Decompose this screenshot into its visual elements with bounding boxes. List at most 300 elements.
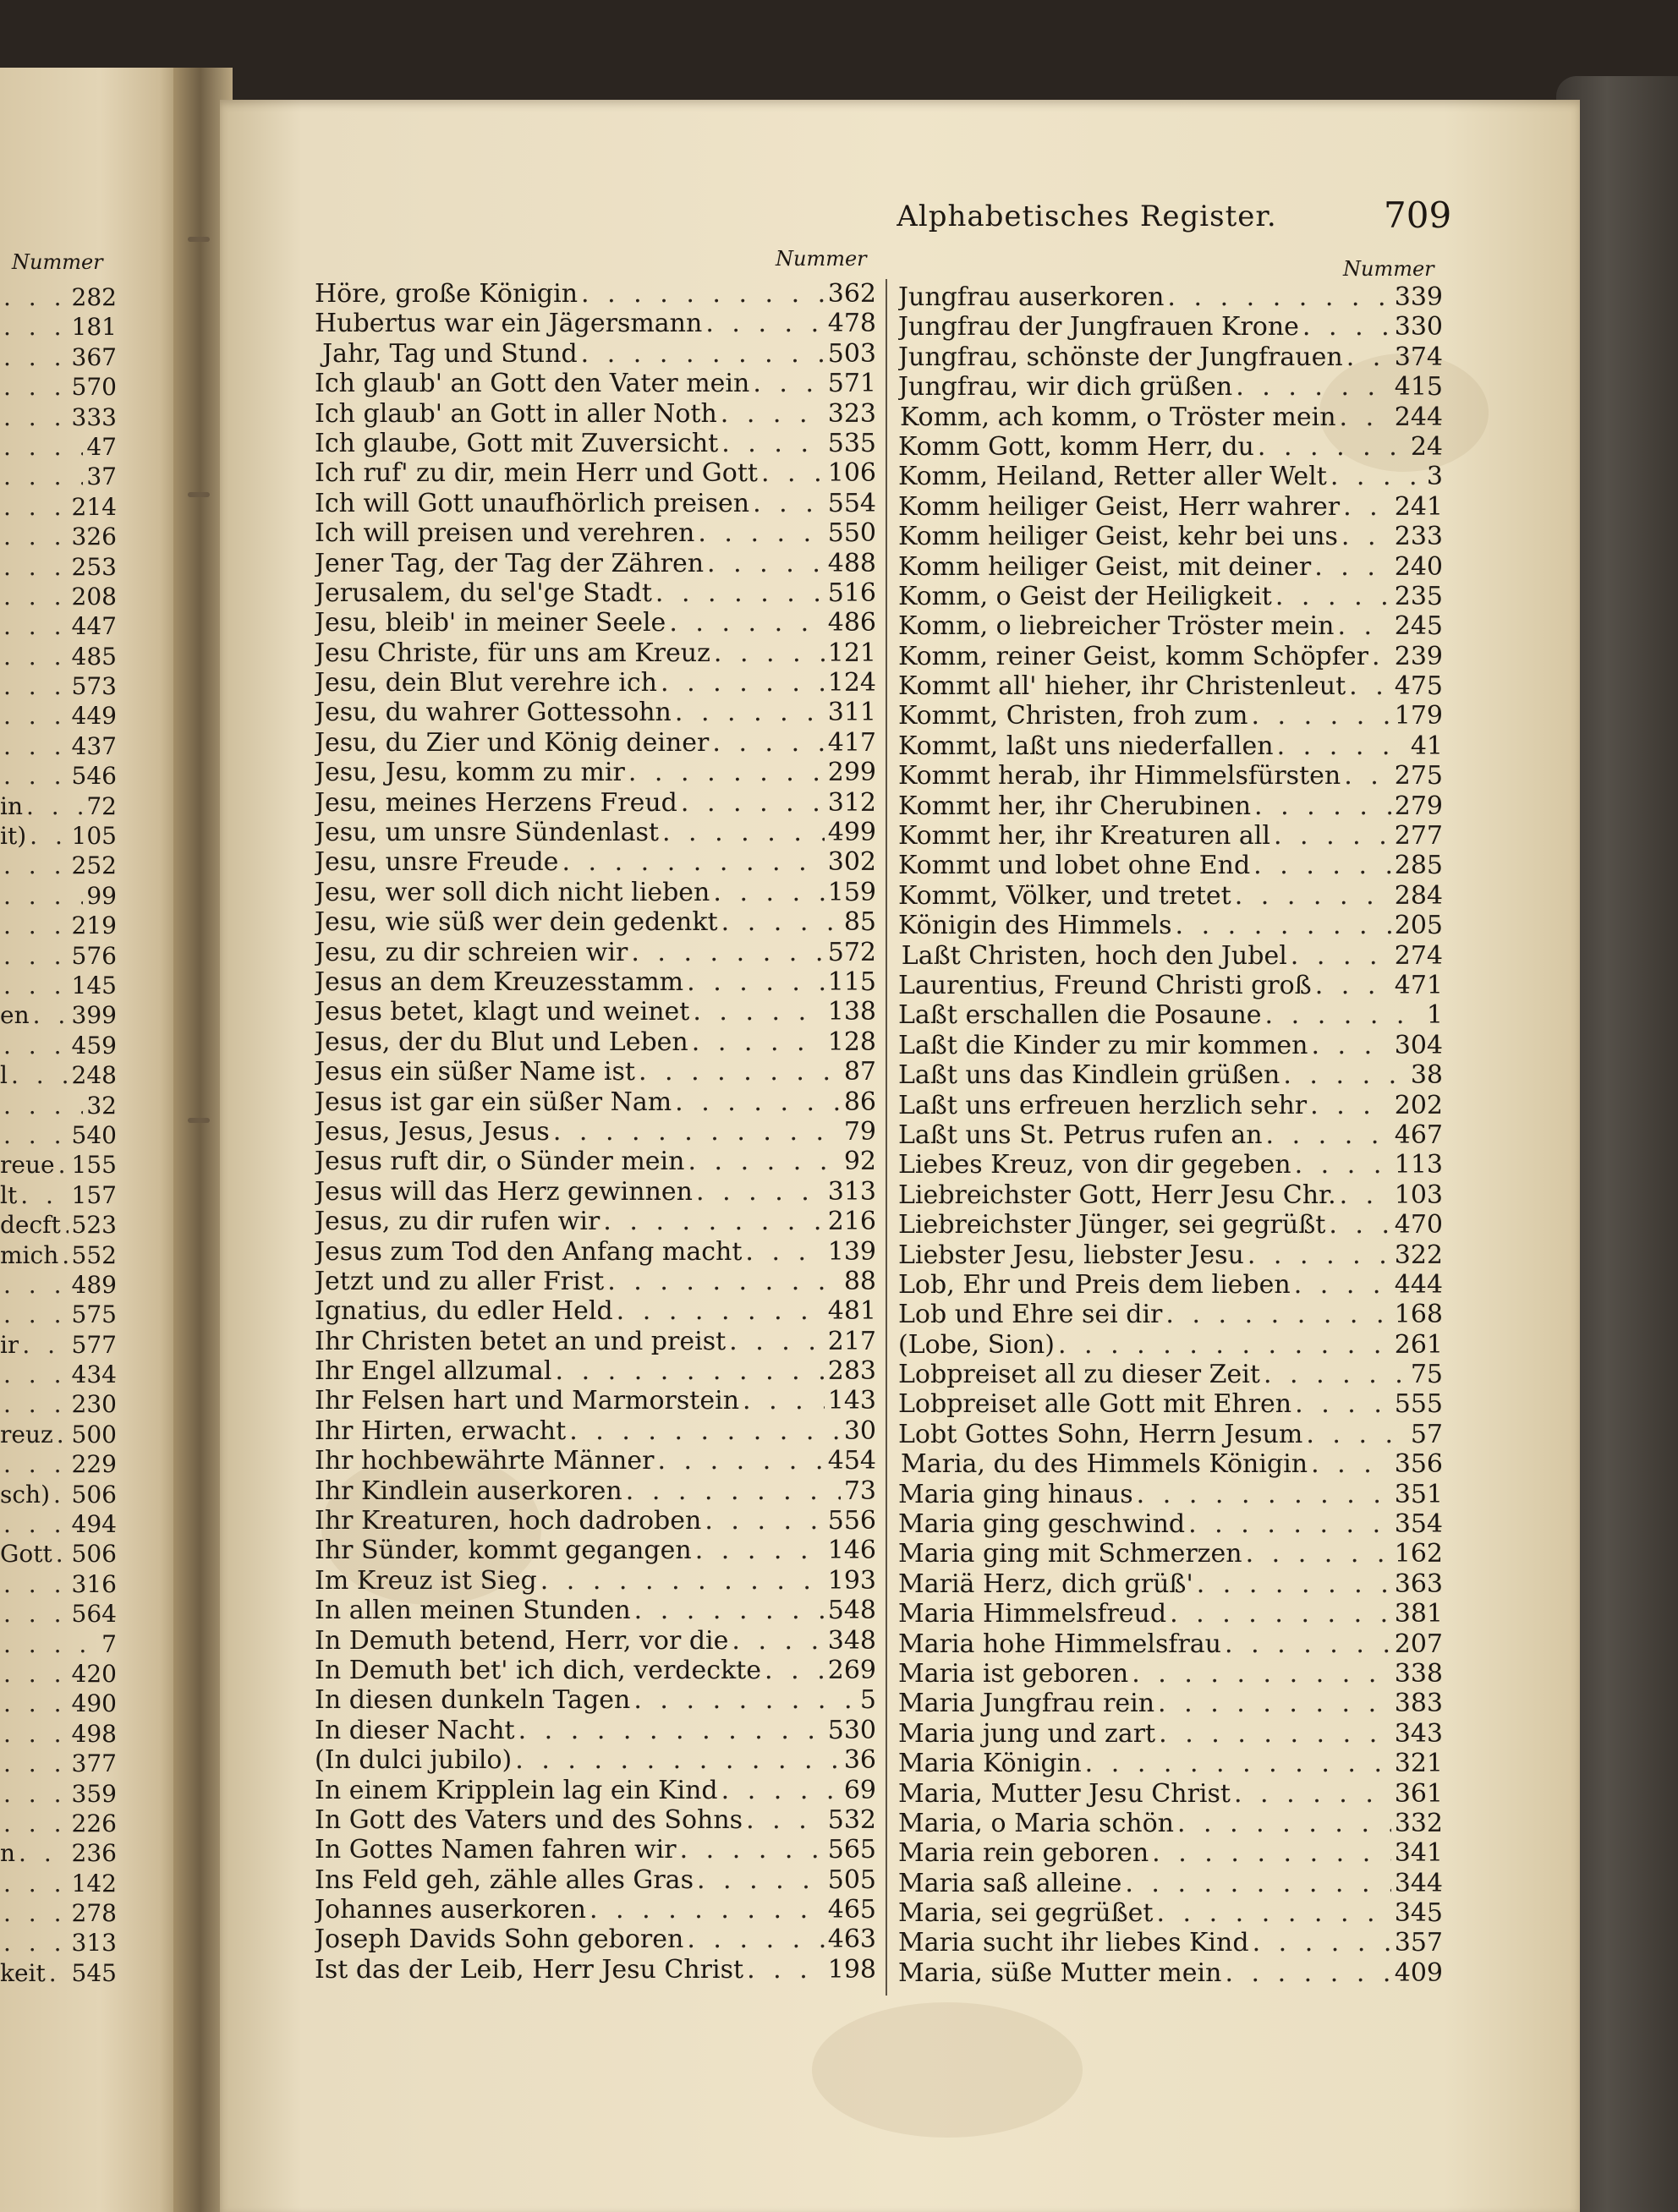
entry-number: 5 [859,1685,876,1716]
register-entry [898,1928,1443,1957]
entry-number: 486 [827,608,876,638]
register-entry [315,1237,876,1267]
register-entry [0,1928,117,1957]
leader-dots [3,1569,69,1599]
entry-number: 253 [71,552,117,581]
entry-number: 274 [1394,940,1443,971]
leader-dots [1176,911,1391,940]
entry-number: 449 [71,702,117,731]
leader-dots [30,821,68,851]
leader-dots [56,1539,69,1569]
leader-dots [64,1210,69,1240]
register-entry [898,552,1443,582]
entry-number: 252 [71,851,117,880]
entry-number: 498 [71,1719,117,1748]
entry-number: 506 [71,1540,117,1569]
register-entry [898,881,1443,911]
binding-thread [188,1118,210,1123]
register-entry [898,1749,1443,1778]
leader-dots [633,1685,857,1715]
register-entry [315,549,876,578]
register-entry [0,282,117,312]
entry-title: Jesus, der du Blut und Leben [315,1027,688,1057]
entry-number: 545 [71,1958,117,1987]
leader-dots [747,1955,825,1985]
entry-number: 494 [71,1510,117,1539]
register-entry [315,818,876,847]
entry-number: 261 [1394,1329,1443,1360]
leader-dots [1132,1659,1391,1689]
leader-dots [3,522,69,551]
entry-title: Ihr Kreaturen, hoch dadroben [315,1506,702,1536]
register-entry [898,911,1443,940]
register-entry [315,1446,876,1476]
entry-title: Mariä Herz, dich grüß' [898,1569,1193,1599]
leader-dots [655,578,825,608]
entry-number: 471 [1394,970,1443,1000]
register-entry [0,1360,117,1389]
register-entry [898,1599,1443,1629]
register-entry [898,372,1443,402]
entry-title: Maria, o Maria schön [898,1808,1174,1838]
entry-title: Ich glaub' an Gott in aller Noth [315,398,717,429]
entry-number: 72 [86,791,117,820]
register-entry [0,821,117,851]
entry-title: Jesu, wie süß wer dein gedenkt [315,907,718,938]
entry-number: 37 [86,463,117,491]
register-entry [0,1659,117,1689]
entry-number: 381 [1394,1599,1443,1629]
register-entry [0,911,117,940]
entry-number: 179 [1394,701,1443,731]
entry-number: 488 [827,548,876,578]
entry-number: 1 [1426,1000,1443,1031]
entry-number: 552 [71,1240,117,1269]
leader-dots [1346,342,1391,372]
entry-number: 106 [827,458,876,489]
leader-dots [3,372,69,402]
leader-dots [1258,432,1407,462]
leader-dots [765,1656,825,1685]
entry-title: Hubertus war ein Jägersmann [315,309,703,339]
entry-title: keit [0,1958,46,1987]
leader-dots [745,1237,824,1267]
register-entry [315,1925,876,1954]
register-entry [898,1000,1443,1030]
register-entry [898,492,1443,522]
entry-title: Komm, o Geist der Heiligkeit [898,581,1272,611]
register-entry [315,1536,876,1565]
leader-dots [1315,971,1391,1000]
leader-dots [1294,1270,1391,1300]
entry-title: Laßt uns St. Petrus rufen an [898,1120,1263,1150]
register-entry [0,761,117,791]
leader-dots [1253,1928,1391,1957]
leader-dots [1340,402,1391,432]
register-entry [898,462,1443,491]
leader-dots [1158,1689,1391,1718]
entry-number: 437 [71,731,117,760]
entry-number: 374 [1394,342,1443,372]
leader-dots [20,1180,68,1210]
leader-dots [687,967,825,997]
entry-number: 500 [71,1420,117,1448]
entry-title: Maria Jungfrau rein [898,1689,1155,1719]
register-entry [0,1898,117,1928]
register-entry [0,492,117,522]
entry-number: 356 [1394,1449,1443,1480]
register-entry [898,1509,1443,1539]
entry-number: 146 [827,1536,876,1566]
leader-dots [3,1689,69,1718]
leader-dots [1225,1958,1390,1988]
entry-number: 434 [71,1361,117,1389]
entry-title: Maria ging geschwind [898,1509,1186,1540]
leader-dots [1197,1569,1391,1599]
register-entry [315,847,876,877]
entry-number: 3 [1426,462,1443,492]
entry-title: Lobpreiset all zu dieser Zeit [898,1360,1260,1390]
register-entry [0,701,117,731]
leader-dots [589,1895,825,1925]
entry-title: Lob und Ehre sei dir [898,1300,1163,1330]
register-entry [898,1300,1443,1329]
leader-dots [1306,1420,1407,1449]
entry-title: In dieser Nacht [315,1715,515,1745]
leader-dots [657,1446,824,1476]
leader-dots [1246,1539,1391,1569]
register-entry [315,1296,876,1326]
register-entry [315,369,876,398]
entry-number: 577 [71,1330,117,1359]
register-entry [898,1689,1443,1718]
register-entry [898,1060,1443,1090]
entry-number: 351 [1394,1479,1443,1509]
entry-title: Maria ging mit Schmerzen [898,1539,1242,1569]
register-entry [0,1091,117,1120]
leader-dots [3,1809,69,1838]
entry-number: 575 [71,1300,117,1329]
leader-dots [1372,642,1391,671]
register-entry [315,1117,876,1147]
entry-title: Jesu, bleib' in meiner Seele [315,608,666,638]
leader-dots [3,1599,69,1629]
leader-dots [1277,731,1407,761]
leader-dots [721,907,841,937]
entry-title: Jesus zum Tod den Anfang macht [315,1236,743,1267]
entry-title: Gott [0,1540,52,1569]
leader-dots [1125,1869,1390,1898]
leader-dots [1165,1300,1390,1329]
left-page-column [0,282,117,1988]
binding-thread [188,492,210,497]
leader-dots [1225,1629,1391,1659]
leader-dots [3,1898,69,1928]
leader-dots [626,1476,841,1506]
entry-number: 556 [827,1506,876,1536]
register-entry [0,1420,117,1449]
register-entry [315,1506,876,1536]
register-entry [315,1895,876,1925]
register-entry [898,671,1443,701]
leader-dots [3,1509,69,1539]
leader-dots [57,1420,69,1449]
leader-dots [3,582,69,611]
entry-title: Maria, süße Mutter mein [898,1957,1222,1988]
leader-dots [1343,492,1391,522]
entry-title: Ich glaube, Gott mit Zuversicht [315,428,719,458]
entry-number: 30 [843,1415,876,1446]
leader-dots [3,1719,69,1749]
leader-dots [515,1745,841,1775]
entry-title: Maria jung und zart [898,1718,1156,1749]
leader-dots [753,489,825,518]
entry-number: 24 [1410,431,1443,462]
entry-title: en [0,1001,30,1030]
register-entry [898,342,1443,372]
entry-number: 235 [1394,581,1443,611]
entry-number: 572 [827,937,876,967]
entry-number: 233 [1394,522,1443,552]
entry-number: 38 [1410,1060,1443,1091]
entry-number: 576 [71,941,117,970]
entry-number: 214 [71,492,117,521]
register-entry [898,642,1443,671]
entry-title: reue [0,1151,55,1180]
entry-title: Ihr Sünder, kommt gegangen [315,1536,692,1566]
entry-number: 348 [827,1625,876,1656]
register-entry [0,881,117,911]
entry-number: 216 [827,1207,876,1237]
leader-dots [693,997,824,1027]
register-entry [0,462,117,491]
leader-dots [26,791,83,821]
register-entry [0,1719,117,1749]
entry-number: 145 [71,971,117,999]
entry-number: 571 [827,369,876,399]
entry-title: Jungfrau, schönste der Jungfrauen [898,342,1343,372]
leader-dots [3,731,69,761]
entry-number: 313 [71,1929,117,1957]
entry-number: 219 [71,912,117,940]
leader-dots [569,1416,841,1446]
entry-title: Ignatius, du edler Held [315,1296,613,1327]
entry-title: (Lobe, Sion) [898,1329,1055,1360]
entry-number: 57 [1410,1419,1443,1449]
register-entry [0,1599,117,1629]
entry-number: 489 [71,1270,117,1299]
register-entry [315,1626,876,1656]
entry-number: 467 [1394,1120,1443,1150]
leader-dots [3,1869,69,1898]
entry-number: 564 [71,1600,117,1629]
entry-number: 269 [827,1655,876,1685]
register-entry [0,971,117,1000]
entry-number: 142 [71,1869,117,1897]
leader-dots [3,642,69,671]
entry-number: 248 [71,1061,117,1090]
register-entry [0,1270,117,1300]
leader-dots [62,1240,68,1270]
entry-number: 69 [843,1775,876,1805]
leader-dots [675,698,825,727]
register-entry [898,851,1443,880]
entry-number: 447 [71,612,117,641]
entry-number: 283 [827,1356,876,1387]
leader-dots [698,518,824,548]
entry-number: 550 [827,518,876,549]
leader-dots [721,429,825,458]
register-entry [315,1865,876,1895]
entry-number: 128 [827,1027,876,1057]
entry-title: Ich glaub' an Gott den Vater mein [315,369,750,399]
register-entry [315,1716,876,1745]
leader-dots [3,1779,69,1809]
register-entry [898,282,1443,312]
register-entry [315,1805,876,1835]
entry-number: 302 [827,847,876,878]
entry-number: 88 [843,1266,876,1296]
register-entry [315,1356,876,1386]
leader-dots [3,1629,98,1659]
leader-dots [3,881,83,911]
leader-dots [19,1838,69,1868]
register-entry [315,1057,876,1087]
register-entry [0,791,117,821]
entry-title: Maria Königin [898,1749,1082,1779]
register-entry [898,1120,1443,1150]
entry-title: Komm heiliger Geist, kehr bei uns [898,522,1338,552]
register-entry [315,578,876,608]
leader-dots [33,1000,69,1030]
register-entry [315,1566,876,1596]
register-entry [0,1779,117,1809]
entry-title: Ich ruf' zu dir, mein Herr und Gott [315,458,758,489]
leader-dots [3,1031,69,1060]
register-entry [898,1958,1443,1988]
register-entry [898,1569,1443,1599]
leader-dots [1265,1000,1423,1030]
entry-number: 481 [827,1296,876,1327]
register-entry [0,1031,117,1060]
entry-number: 41 [1410,731,1443,761]
entry-title: Maria rein geboren [898,1838,1149,1869]
entry-title: Komm, o liebreicher Tröster mein [898,611,1335,642]
register-entry [898,1031,1443,1060]
entry-number: 354 [1394,1509,1443,1540]
leader-dots [22,1330,68,1360]
leader-dots [3,1389,69,1419]
leader-dots [631,938,824,967]
entry-title: In Demuth bet' ich dich, verdeckte [315,1655,762,1685]
register-entry [898,432,1443,462]
leader-dots [3,462,83,491]
entry-number: 299 [827,758,876,788]
register-entry [0,342,117,372]
entry-title: Jesu, unsre Freude [315,847,559,878]
entry-title: Maria ging hinaus [898,1479,1133,1509]
leader-dots [3,492,69,522]
leader-dots [3,402,69,432]
entry-title: Maria saß alleine [898,1868,1122,1898]
entry-title: Kommt und lobet ohne End [898,851,1251,881]
entry-title: Ihr Kindlein auserkoren [315,1476,622,1506]
entry-number: 208 [71,582,117,610]
leader-dots [1254,791,1391,821]
entry-title: In diesen dunkeln Tagen [315,1685,631,1716]
register-entry [315,518,876,548]
leader-dots [53,1480,69,1509]
leader-dots [705,1506,824,1536]
leader-dots [705,309,824,338]
register-entry [315,1745,876,1775]
entry-number: 363 [1394,1569,1443,1599]
leader-dots [662,818,825,847]
register-entry [898,941,1443,971]
register-entry [0,372,117,402]
register-entry [898,1719,1443,1749]
entry-number: 454 [827,1446,876,1476]
entry-number: 282 [71,283,117,311]
entry-number: 205 [1394,911,1443,941]
entry-number: 313 [827,1176,876,1207]
register-entry [898,1480,1443,1509]
register-entry [898,1389,1443,1419]
register-entry [315,1416,876,1446]
register-entry [315,638,876,668]
entry-title: Jesu, meines Herzens Freud [315,787,677,818]
entry-number: 333 [71,402,117,431]
register-entry [0,432,117,462]
register-entry [898,312,1443,342]
register-entry [898,1838,1443,1868]
entry-number: 506 [71,1480,117,1508]
entry-number: 377 [71,1749,117,1778]
entry-title: Komm, ach komm, o Tröster mein [899,402,1336,432]
leader-dots [1295,1389,1391,1419]
register-entry [315,907,876,937]
entry-number: 275 [1394,761,1443,791]
leader-dots [753,369,824,398]
leader-dots [712,728,824,758]
entry-number: 345 [1394,1898,1443,1929]
register-entry [0,582,117,611]
register-entry [315,1776,876,1805]
entry-title: Laßt uns erfreuen herzlich sehr [898,1090,1308,1120]
register-entry [0,1389,117,1419]
entry-title: Jesus ist gar ein süßer Nam [315,1087,672,1117]
entry-title: Laßt uns das Kindlein grüßen [898,1060,1280,1091]
column-label-col1: Nummer [776,247,867,271]
register-entry [315,1656,876,1685]
entry-title: Laurentius, Freund Christi groß [898,970,1312,1000]
entry-number: 554 [827,488,876,518]
register-entry [898,1898,1443,1928]
page-number: 709 [1384,194,1452,236]
leader-dots [58,1150,69,1180]
register-entry [0,731,117,761]
register-entry [315,608,876,638]
leader-dots [581,339,825,369]
entry-number: 417 [827,727,876,758]
entry-title: In Demuth betend, Herr, vor die [315,1625,729,1656]
entry-number: 503 [827,338,876,369]
leader-dots [761,458,825,488]
entry-number: 236 [71,1839,117,1868]
entry-number: 399 [71,1001,117,1030]
leader-dots [1188,1509,1391,1539]
register-entry [315,967,876,997]
